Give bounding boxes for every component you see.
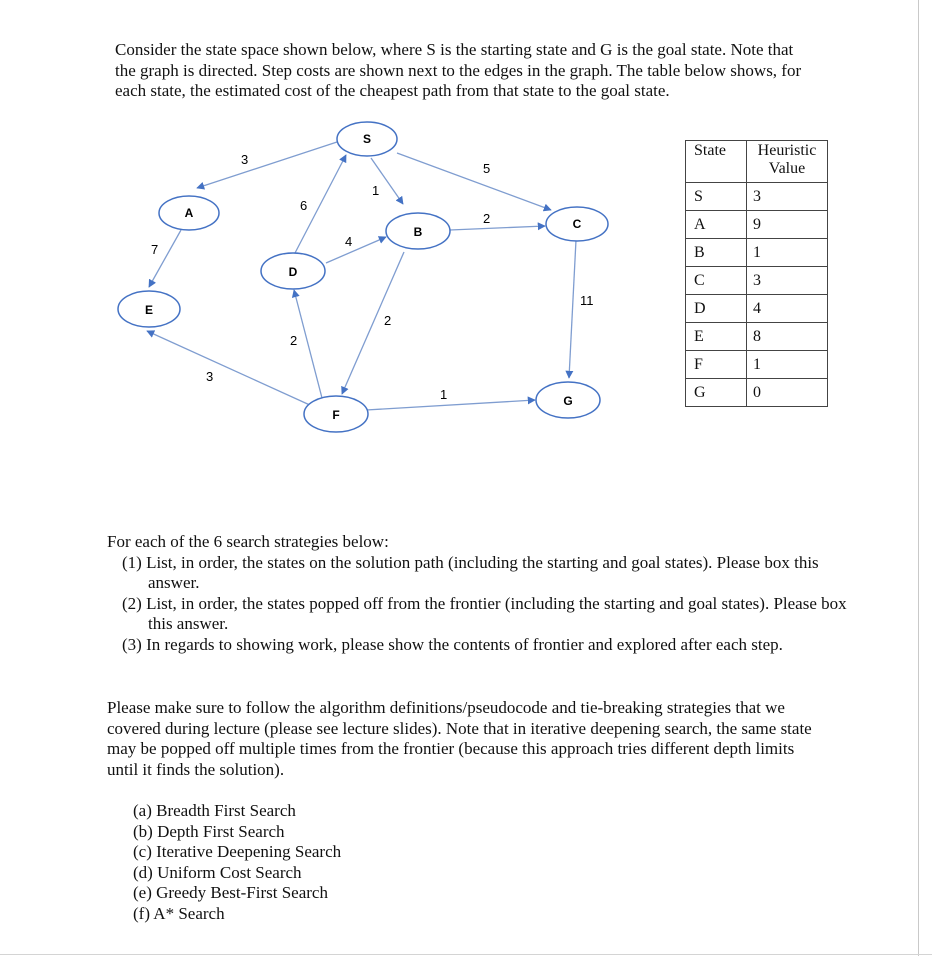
state-cell: E — [686, 323, 747, 351]
table-row — [686, 239, 828, 267]
heuristic-cell: 1 — [747, 239, 828, 267]
node-c-label: C — [572, 217, 582, 231]
list-item: (a) Breadth First Search — [133, 801, 296, 820]
edge-d-b — [326, 237, 386, 263]
heuristic-cell: 4 — [747, 295, 828, 323]
node-e-label: E — [144, 303, 154, 317]
heuristic-cell: 9 — [747, 211, 828, 239]
node-d — [261, 253, 325, 289]
edge-c-g — [569, 240, 576, 378]
state-cell: B — [686, 239, 747, 267]
edge-f-g — [366, 400, 535, 410]
node-d-label: D — [288, 265, 298, 279]
heuristic-table-header — [686, 141, 828, 183]
header-heuristic-value: Heuristic Value — [747, 141, 828, 183]
table-row — [686, 267, 828, 295]
table-row — [686, 183, 828, 211]
node-a-label: A — [184, 206, 194, 220]
node-g — [536, 382, 600, 418]
heuristic-cell: 0 — [747, 379, 828, 407]
table-row — [686, 351, 828, 379]
table-row — [686, 379, 828, 407]
list-item: (f) A* Search — [133, 903, 225, 923]
state-cell: S — [686, 183, 747, 211]
edge-cost-f-g: 1 — [440, 387, 448, 402]
edge-a-e — [149, 230, 181, 287]
list-item: (e) Greedy Best-First Search — [133, 883, 328, 902]
heuristic-cell: 3 — [747, 267, 828, 295]
edge-b-f — [342, 252, 404, 394]
node-a — [159, 196, 219, 230]
list-item: (d) Uniform Cost Search — [133, 862, 302, 882]
edge-s-c — [397, 153, 551, 210]
strategies-section — [107, 532, 867, 655]
heuristic-table — [685, 140, 828, 407]
strategies-intro: For each of the 6 search strategies below: — [107, 532, 389, 551]
edge-cost-s-a: 3 — [241, 152, 249, 167]
node-s-label: S — [362, 132, 372, 146]
edge-cost-b-f: 2 — [384, 313, 392, 328]
heuristic-cell: 1 — [747, 351, 828, 379]
node-f-label: F — [332, 408, 340, 422]
list-item: (c) Iterative Deepening Search — [133, 842, 342, 861]
search-methods — [133, 801, 341, 924]
list-item: (3) In regards to showing work, please show the contents of frontier and explored after each step. — [122, 634, 783, 654]
algorithm-note: Please make sure to follow the algorithm definitions/pseudocode and tie-breaking strategies that we covered during lecture (please see lecture slides). Note that in iterative deepening search, the same state may be popped off multiple times from the frontier (because this approach tries different depth limits until it finds the solution). — [107, 698, 812, 779]
list-item: (b) Depth First Search — [133, 821, 285, 841]
edge-f-d — [294, 290, 322, 398]
state-cell: G — [686, 379, 747, 407]
edge-cost-s-b: 1 — [372, 183, 380, 198]
edge-cost-f-d: 2 — [290, 333, 298, 348]
edge-cost-s-c: 5 — [483, 161, 491, 176]
list-item: (2) List, in order, the states popped off from the frontier (including the starting and goal states). Please box this answer. — [122, 593, 847, 633]
list-item: (1) List, in order, the states on the solution path (including the starting and goal states). Please box this answer. — [122, 552, 819, 592]
edge-cost-f-e: 3 — [206, 369, 214, 384]
node-b — [386, 213, 450, 249]
state-cell: F — [686, 351, 747, 379]
table-row — [686, 211, 828, 239]
method-list — [133, 801, 341, 924]
edge-cost-b-c: 2 — [483, 211, 491, 226]
edge-b-c — [450, 226, 545, 230]
table-row — [686, 323, 828, 351]
heuristic-cell: 3 — [747, 183, 828, 211]
edge-f-e — [147, 331, 312, 406]
edge-s-a — [197, 142, 337, 188]
edge-cost-d-b: 4 — [345, 234, 353, 249]
table-row — [686, 295, 828, 323]
edge-cost-c-g: 11 — [580, 293, 594, 308]
page-border-bottom — [0, 954, 932, 955]
header-state: State — [686, 141, 747, 183]
heuristic-cell: 8 — [747, 323, 828, 351]
instruction-list — [107, 553, 867, 656]
problem-intro: Consider the state space shown below, where S is the starting state and G is the goal state. Note that the graph is directed. Step costs are shown next to the edges in the graph. The table below shows, for each state, the estimated cost of the cheapest path from that state to the goal state. — [115, 40, 802, 100]
edge-cost-a-e: 7 — [151, 242, 159, 257]
node-e — [118, 291, 180, 327]
state-cell: D — [686, 295, 747, 323]
node-s — [337, 122, 397, 156]
state-cell: A — [686, 211, 747, 239]
node-g-label: G — [563, 394, 573, 408]
state-cell: C — [686, 267, 747, 295]
edge-cost-d-s: 6 — [300, 198, 308, 213]
node-f — [304, 396, 368, 432]
node-b-label: B — [413, 225, 423, 239]
node-c — [546, 207, 608, 241]
